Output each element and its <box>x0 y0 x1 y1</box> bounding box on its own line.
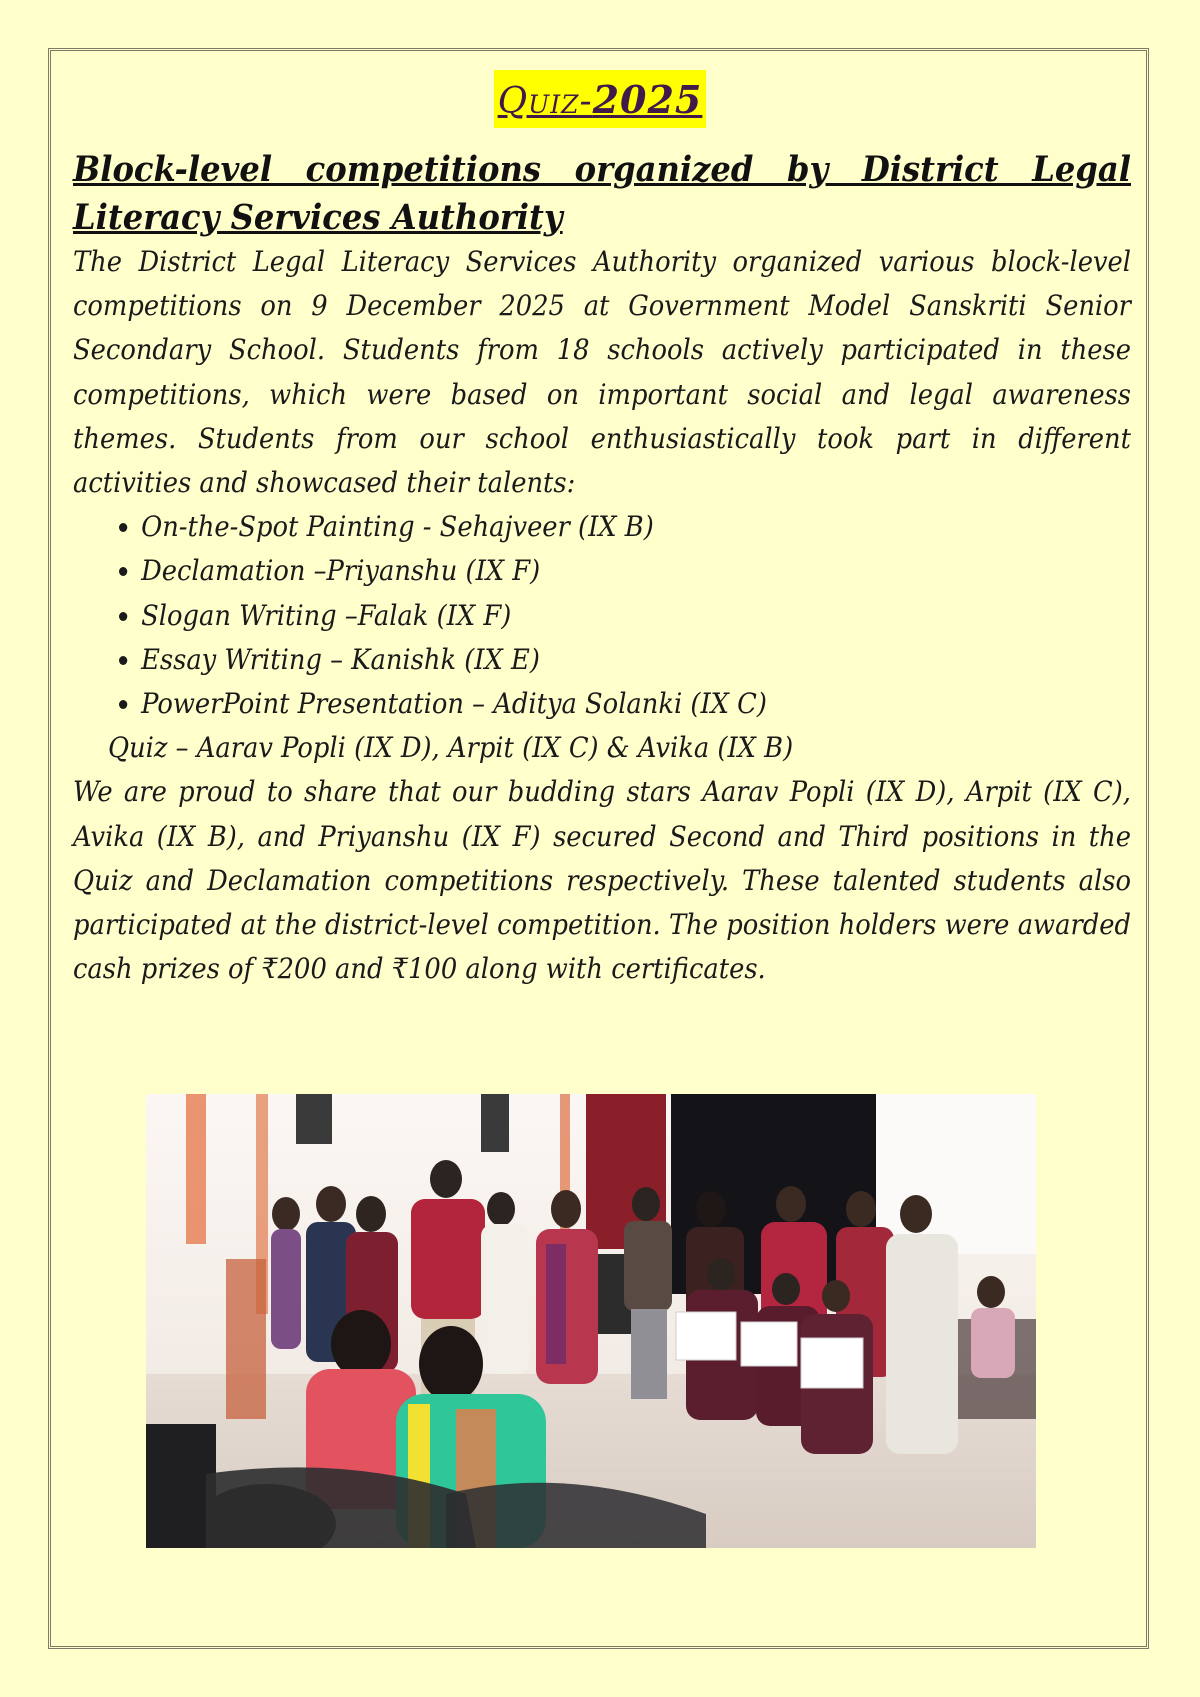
title-year: 2025 <box>592 77 703 122</box>
achievement-paragraph: We are proud to share that our budding stars Aarav Popli (IX D), Arpit (IX C), Avika (IX B), and Priyanshu (IX F) secured Second and Third positions in the Quiz and Declamation competitions respectively. These talented students also participated at the district-level competition. The position holders were awarded cash prizes of ₹200 and ₹100 along with certificates. <box>73 775 1131 986</box>
activity-item: • Declamation –Priyanshu (IX F) <box>141 549 1131 593</box>
activity-item: • On-the-Spot Painting - Sehajveer (IX B) <box>141 505 1131 549</box>
photo-speaker <box>296 1094 332 1144</box>
photo-certificate <box>741 1322 797 1366</box>
photo-banner <box>226 1259 266 1419</box>
photo-pillar <box>186 1094 206 1244</box>
event-photo-illustration <box>146 1094 1036 1548</box>
activity-item: • PowerPoint Presentation – Aditya Solanki (IX C) <box>141 682 1131 726</box>
quiz-participants: Quiz – Aarav Popli (IX D), Arpit (IX C) & Avika (IX B) <box>107 731 794 765</box>
title-prefix: Quiz- <box>497 81 593 122</box>
photo-certificate <box>676 1312 736 1360</box>
photo-certificate <box>801 1338 863 1388</box>
article-body <box>73 240 1131 991</box>
title-container <box>0 70 1200 128</box>
event-photo <box>146 1094 1036 1548</box>
activity-item: • Essay Writing – Kanishk (IX E) <box>141 638 1131 682</box>
photo-speaker <box>481 1094 509 1152</box>
article-heading: Block-level competitions organized by District Legal Literacy Services Authority <box>73 149 1131 238</box>
page-title <box>494 70 707 128</box>
intro-paragraph: The District Legal Literacy Services Authority organized various block-level competitions on 9 December 2025 at Government Model Sanskriti Senior Secondary School. Students from 18 schools actively participated in these competitions, which were based on important social and legal awareness themes. Students from our school enthusiastically took part in different activities and showcased their talents: <box>73 245 1131 500</box>
activity-item: • Slogan Writing –Falak (IX F) <box>141 594 1131 638</box>
activities-list <box>73 505 1131 726</box>
photo-window <box>876 1094 1036 1254</box>
